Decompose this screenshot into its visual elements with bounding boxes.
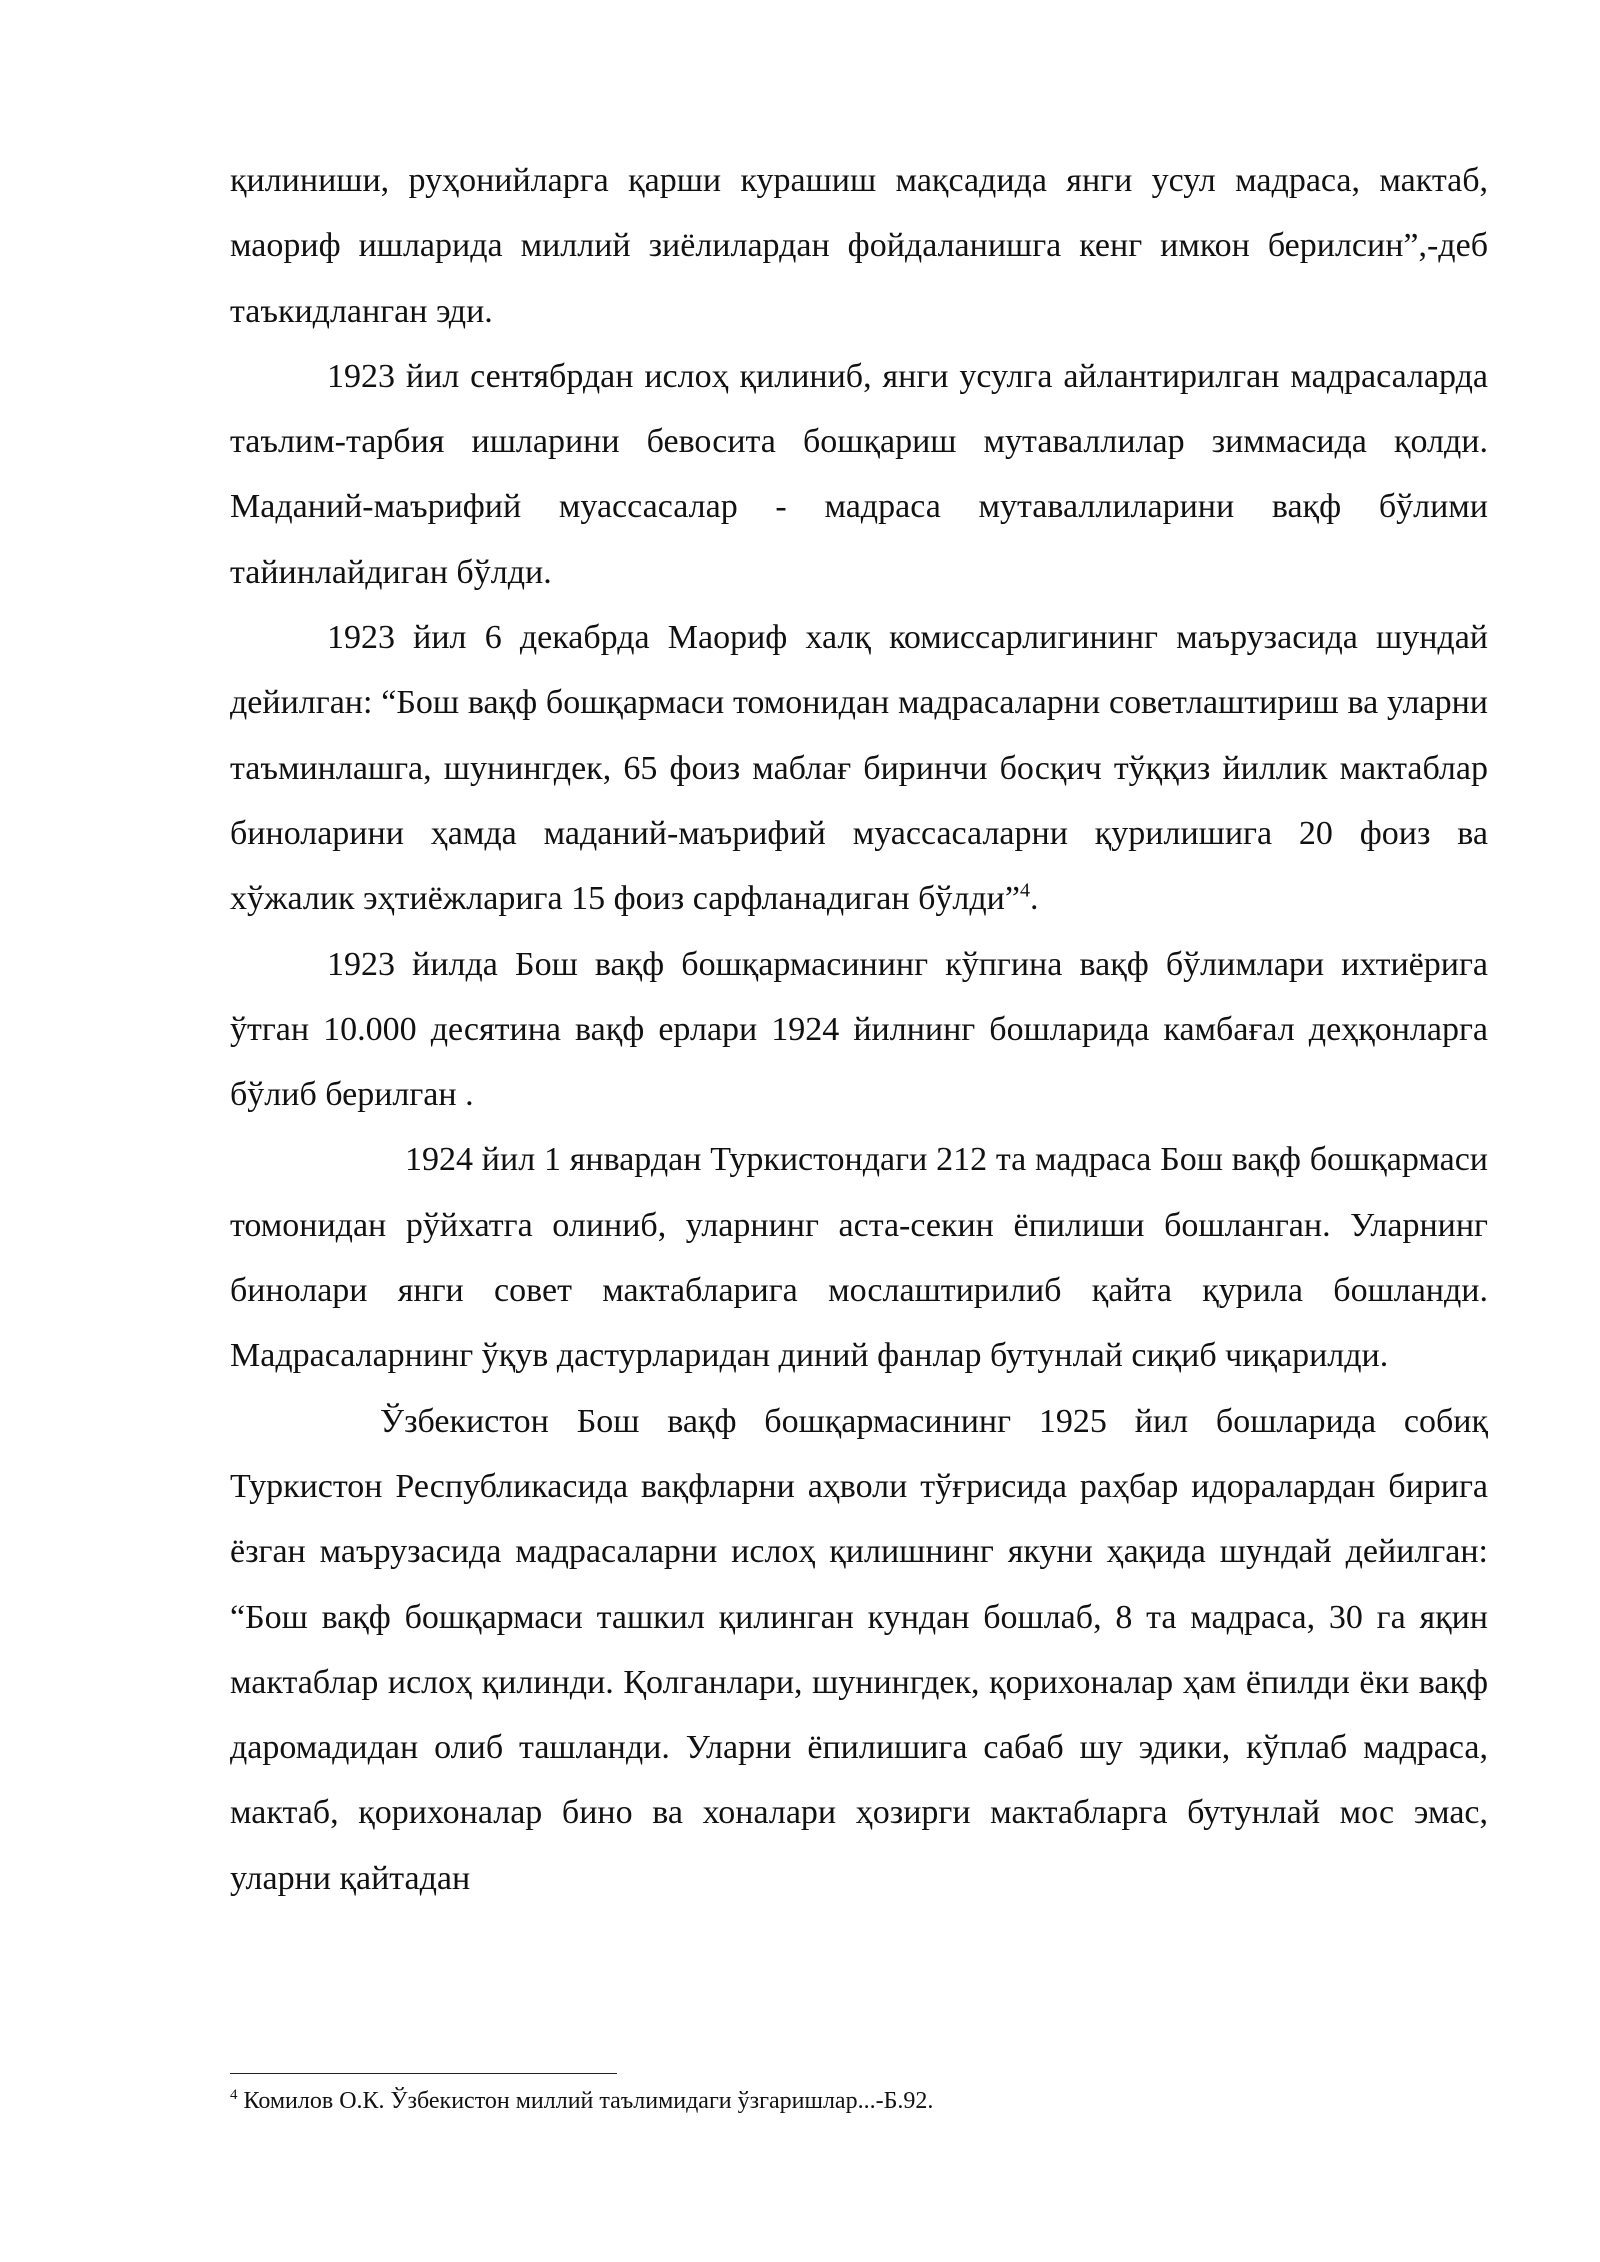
paragraph-5: 1924 йил 1 январдан Туркистондаги 212 та мадраса Бош вақф бошқармаси томонидан рўйхатга олиниб, уларнинг аста-секин ёпилиши бошланган. Уларнинг бинолари янги совет мактабларига мослаштирилиб қайта қурила бошланди. Мадрасаларнинг ўқув дастурларидан диний фанлар бутунлай сиқиб чиқарилди. [230, 1141, 1488, 1375]
paragraph-1: қилиниши, руҳонийларга қарши курашиш мақсадида янги усул мадраса, мактаб, маориф ишларида миллий зиёлилардан фойдаланишга кенг имкон берилсин”,-деб таъкидланган эди. [230, 162, 1488, 330]
paragraph-6: Ўзбекистон Бош вақф бошқармасининг 1925 йил бошларида собиқ Туркистон Республикасида вақфларни аҳволи тўғрисида раҳбар идоралардан бирига ёзган маърузасида мадрасаларни ислоҳ қилишнинг якуни ҳақида шундай дейилган: “Бош вақф бошқармаси ташкил қилинган кундан бошлаб, 8 та мадраса, 30 га яқин мактаблар ислоҳ қилинди. Қолганлари, шунингдек, қорихоналар ҳам ёпилди ёки вақф даромадидан олиб ташланди. Уларни ёпилишига сабаб шу эдики, кўплаб мадраса, мактаб, қорихоналар бино ва хоналари ҳозирги мактабларга бутунлай мос эмас, уларни қайтадан [230, 1402, 1488, 1897]
paragraph-4: 1923 йилда Бош вақф бошқармасининг кўпгина вақф бўлимлари ихтиёрига ўтган 10.000 десятина вақф ерлари 1924 йилнинг бошларида камбағал деҳқонларга бўлиб берилган . [230, 945, 1488, 1114]
paragraph-3 [230, 605, 1488, 931]
footnote-number: 4 [230, 2087, 238, 2103]
body-text [230, 148, 1488, 1911]
footnote-reference[interactable]: 4 [1019, 879, 1030, 902]
footnote-separator [230, 2073, 617, 2074]
paragraph-3-text: 1923 йил 6 декабрда Маориф халқ комиссарлигининг маърузасида шундай дейилган: “Бош вақф бошқармаси томонидан мадрасаларни советлаштириш ва уларни таъминлашга, шунингдек, 65 фоиз маблағ биринчи босқич тўққиз йиллик мактаблар биноларини ҳамда маданий-маърифий муассасаларни қурилишига 20 фоиз ва хўжалик эҳтиёжларига 15 фоиз сарфланадиган бўлди” [230, 619, 1488, 918]
paragraph-3-end: . [1029, 880, 1039, 918]
paragraph-2: 1923 йил сентябрдан ислоҳ қилиниб, янги усулга айлантирилган мадрасаларда таълим-тарбия ишларини бевосита бошқариш мутаваллилар зиммасида қолди. Маданий-маърифий муассасалар - мадраса мутаваллиларини вақф бўлими тайинлайдиган бўлди. [230, 357, 1488, 591]
footnote-text: Комилов О.К. Ўзбекистон миллий таълимидаги ўзгаришлар...-Б.92. [237, 2088, 934, 2114]
footnote [230, 2086, 1488, 2116]
